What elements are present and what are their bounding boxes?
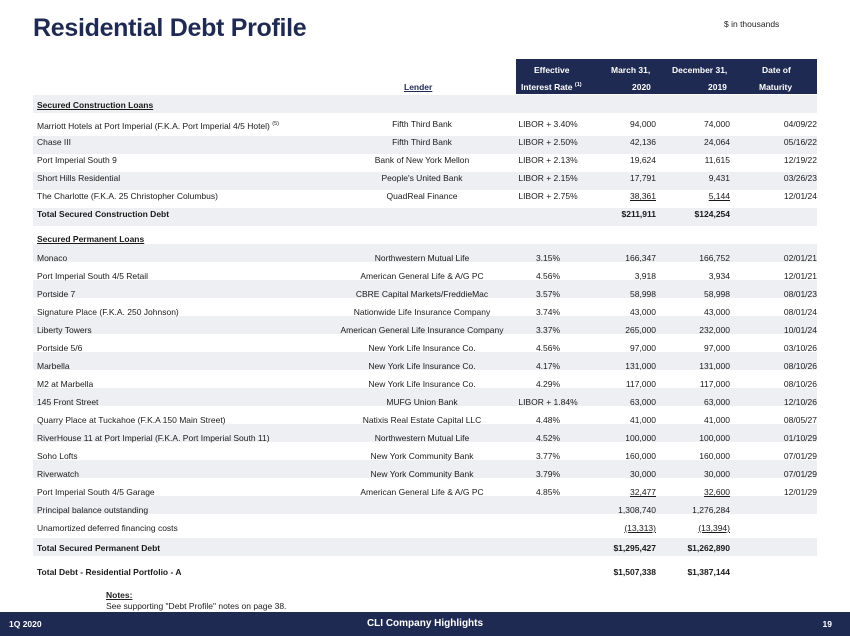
total-march: $1,295,427: [613, 543, 656, 553]
march-value: 94,000: [630, 119, 656, 129]
page-number: 19: [822, 619, 832, 629]
total-row-construction: [0, 208, 850, 226]
grand-total-row: [0, 566, 850, 584]
december-value: 100,000: [699, 433, 730, 443]
header-effective: Effective: [534, 65, 570, 75]
table-row: [0, 396, 850, 414]
rate: 3.79%: [535, 469, 561, 479]
rate: 4.17%: [535, 361, 561, 371]
maturity: 12/19/22: [783, 155, 817, 165]
loan-name: Port Imperial South 4/5 Retail: [37, 271, 149, 281]
december-value: 131,000: [699, 361, 730, 371]
loan-name: Liberty Towers: [37, 325, 92, 335]
maturity: 10/01/24: [783, 325, 817, 335]
march-value: 3,918: [634, 271, 656, 281]
table-row: [0, 306, 850, 324]
loan-name: M2 at Marbella: [37, 379, 94, 389]
grand-total-march: $1,507,338: [613, 567, 656, 577]
grand-total-label: Total Debt - Residential Portfolio - A: [37, 567, 182, 577]
table-row: [0, 414, 850, 432]
rate: 4.56%: [535, 271, 561, 281]
table-row: [0, 360, 850, 378]
lender: New York Community Bank: [370, 451, 474, 461]
december-value: 24,064: [704, 137, 730, 147]
lender: New York Life Insurance Co.: [368, 379, 476, 389]
rate: LIBOR + 1.84%: [518, 397, 578, 407]
december-value: 30,000: [704, 469, 730, 479]
december-value: 63,000: [704, 397, 730, 407]
march-value: 97,000: [630, 343, 656, 353]
maturity: 07/01/29: [783, 451, 817, 461]
lender: New York Community Bank: [370, 469, 474, 479]
total-december: $124,254: [694, 209, 730, 219]
table-row: [0, 450, 850, 468]
loan-name: Soho Lofts: [37, 451, 78, 461]
march-value: 131,000: [625, 361, 656, 371]
table-row: [0, 270, 850, 288]
deferred-costs-row: [0, 522, 850, 540]
lender: American General Life Insurance Company: [340, 325, 504, 335]
notes-title: Notes:: [106, 590, 133, 600]
december-value: 9,431: [708, 173, 730, 183]
table-row: [0, 288, 850, 306]
footer-period: 1Q 2020: [9, 619, 42, 629]
maturity: 07/01/29: [783, 469, 817, 479]
rate: 4.52%: [535, 433, 561, 443]
table-row: [0, 486, 850, 504]
table-row: [0, 342, 850, 360]
march-value: 38,361: [630, 191, 656, 201]
table-row: [0, 190, 850, 208]
notes-text: See supporting "Debt Profile" notes on page 38.: [106, 601, 287, 611]
header-interest-rate: Interest Rate $^{(1)}$: [521, 82, 582, 92]
lender: Fifth Third Bank: [392, 137, 452, 147]
maturity: 08/01/24: [783, 307, 817, 317]
footer-title: CLI Company Highlights: [366, 618, 484, 629]
lender: CBRE Capital Markets/FreddieMac: [355, 289, 489, 299]
december-value: 32,600: [704, 487, 730, 497]
total-label: Total Secured Permanent Debt: [37, 543, 161, 553]
deferred-label: Unamortized deferred financing costs: [37, 523, 178, 533]
december-value: 5,144: [708, 191, 730, 201]
loan-name: RiverHouse 11 at Port Imperial (F.K.A. Port Imperial South 11): [37, 433, 270, 443]
section-permanent: Secured Permanent Loans: [37, 234, 145, 244]
units-label: $ in thousands: [724, 19, 780, 29]
rate: 4.48%: [535, 415, 561, 425]
total-march: $211,911: [621, 209, 656, 219]
maturity: 02/01/21: [783, 253, 817, 263]
total-label: Total Secured Construction Debt: [37, 209, 170, 219]
loan-name: Port Imperial South 9: [37, 155, 117, 165]
principal-march: 1,308,740: [618, 505, 656, 515]
rate: LIBOR + 2.15%: [518, 173, 578, 183]
march-value: 160,000: [625, 451, 656, 461]
maturity: 03/10/26: [783, 343, 817, 353]
rate: LIBOR + 2.75%: [518, 191, 578, 201]
rate: LIBOR + 2.50%: [518, 137, 578, 147]
rate: 4.56%: [535, 343, 561, 353]
rate: 3.77%: [535, 451, 561, 461]
table-row: [0, 378, 850, 396]
march-value: 100,000: [625, 433, 656, 443]
header-maturity: Maturity: [759, 82, 793, 92]
december-value: 160,000: [699, 451, 730, 461]
table-row: [0, 118, 850, 136]
march-value: 58,998: [630, 289, 656, 299]
maturity: 05/16/22: [783, 137, 817, 147]
lender: QuadReal Finance: [386, 191, 458, 201]
loan-name: Marbella: [37, 361, 70, 371]
lender: People's United Bank: [381, 173, 463, 183]
maturity: 08/10/26: [783, 379, 817, 389]
maturity: 01/10/29: [783, 433, 817, 443]
loan-name: Portside 7: [37, 289, 76, 299]
march-value: 43,000: [630, 307, 656, 317]
maturity: 12/01/24: [783, 191, 817, 201]
section-construction: Secured Construction Loans: [37, 100, 154, 110]
maturity: 03/26/23: [783, 173, 817, 183]
lender: American General Life & A/G PC: [360, 487, 484, 497]
maturity: 12/01/29: [783, 487, 817, 497]
loan-name: Short Hills Residential: [37, 173, 121, 183]
deferred-march: (13,313): [624, 523, 656, 533]
footer: [0, 612, 850, 636]
table-row: [0, 252, 850, 270]
deferred-december: (13,394): [698, 523, 730, 533]
rate: 4.85%: [535, 487, 561, 497]
table-row: [0, 136, 850, 154]
lender: Nationwide Life Insurance Company: [353, 307, 491, 317]
lender: Bank of New York Mellon: [374, 155, 470, 165]
december-value: 97,000: [704, 343, 730, 353]
grand-total-december: $1,387,144: [687, 567, 730, 577]
loan-name: Monaco: [37, 253, 68, 263]
lender: New York Life Insurance Co.: [368, 361, 476, 371]
table-row: [0, 432, 850, 450]
december-value: 3,934: [708, 271, 730, 281]
maturity: 08/05/27: [783, 415, 817, 425]
header-date-of: Date of: [762, 65, 791, 75]
table-row: [0, 154, 850, 172]
lender: Natixis Real Estate Capital LLC: [362, 415, 482, 425]
loan-name: 145 Front Street: [37, 397, 99, 407]
header-march-year: 2020: [632, 82, 651, 92]
december-value: 41,000: [704, 415, 730, 425]
march-value: 17,791: [630, 173, 656, 183]
page-title: Residential Debt Profile: [33, 14, 307, 42]
december-value: 43,000: [704, 307, 730, 317]
header-december: December 31,: [672, 65, 728, 75]
lender: Northwestern Mutual Life: [374, 433, 470, 443]
principal-label: Principal balance outstanding: [37, 505, 149, 515]
total-row-permanent: [0, 542, 850, 560]
lender: New York Life Insurance Co.: [368, 343, 476, 353]
lender: Fifth Third Bank: [392, 119, 452, 129]
rate: LIBOR + 3.40%: [518, 119, 578, 129]
march-value: 166,347: [625, 253, 656, 263]
lender: MUFG Union Bank: [386, 397, 458, 407]
march-value: 19,624: [630, 155, 656, 165]
table-row: [0, 172, 850, 190]
rate: LIBOR + 2.13%: [518, 155, 578, 165]
loan-name: Marriott Hotels at Port Imperial (F.K.A. Port Imperial 4/5 Hotel) $^{(5)}$: [37, 120, 279, 131]
rate: 4.29%: [535, 379, 561, 389]
december-value: 166,752: [699, 253, 730, 263]
loan-name: Port Imperial South 4/5 Garage: [37, 487, 155, 497]
table-row: [0, 468, 850, 486]
rate: 3.37%: [535, 325, 561, 335]
lender: Northwestern Mutual Life: [374, 253, 470, 263]
loan-name: Riverwatch: [37, 469, 80, 479]
maturity: 04/09/22: [783, 119, 817, 129]
march-value: 117,000: [625, 379, 656, 389]
loan-name: Chase III: [37, 137, 72, 147]
december-value: 232,000: [699, 325, 730, 335]
march-value: 41,000: [630, 415, 656, 425]
loan-name: The Charlotte (F.K.A. 25 Christopher Columbus): [37, 191, 218, 201]
march-value: 32,477: [630, 487, 656, 497]
header-march: March 31,: [611, 65, 651, 75]
principal-december: 1,276,284: [692, 505, 730, 515]
maturity: 12/10/26: [783, 397, 817, 407]
march-value: 42,136: [630, 137, 656, 147]
loan-name: Portside 5/6: [37, 343, 83, 353]
rate: 3.15%: [535, 253, 561, 263]
loan-name: Signature Place (F.K.A. 250 Johnson): [37, 307, 179, 317]
lender: American General Life & A/G PC: [360, 271, 484, 281]
principal-row: [0, 504, 850, 522]
notes: [106, 590, 286, 612]
maturity: 08/01/23: [783, 289, 817, 299]
header-december-year: 2019: [708, 82, 727, 92]
total-december: $1,262,890: [687, 543, 730, 553]
march-value: 265,000: [625, 325, 656, 335]
december-value: 74,000: [704, 119, 730, 129]
december-value: 58,998: [704, 289, 730, 299]
header-lender: Lender: [404, 82, 433, 92]
december-value: 117,000: [699, 379, 730, 389]
loan-name: Quarry Place at Tuckahoe (F.K.A 150 Main Street): [37, 415, 226, 425]
march-value: 63,000: [630, 397, 656, 407]
maturity: 12/01/21: [783, 271, 817, 281]
rate: 3.74%: [535, 307, 561, 317]
march-value: 30,000: [630, 469, 656, 479]
maturity: 08/10/26: [783, 361, 817, 371]
rate: 3.57%: [535, 289, 561, 299]
december-value: 11,615: [704, 155, 730, 165]
table-row: [0, 324, 850, 342]
